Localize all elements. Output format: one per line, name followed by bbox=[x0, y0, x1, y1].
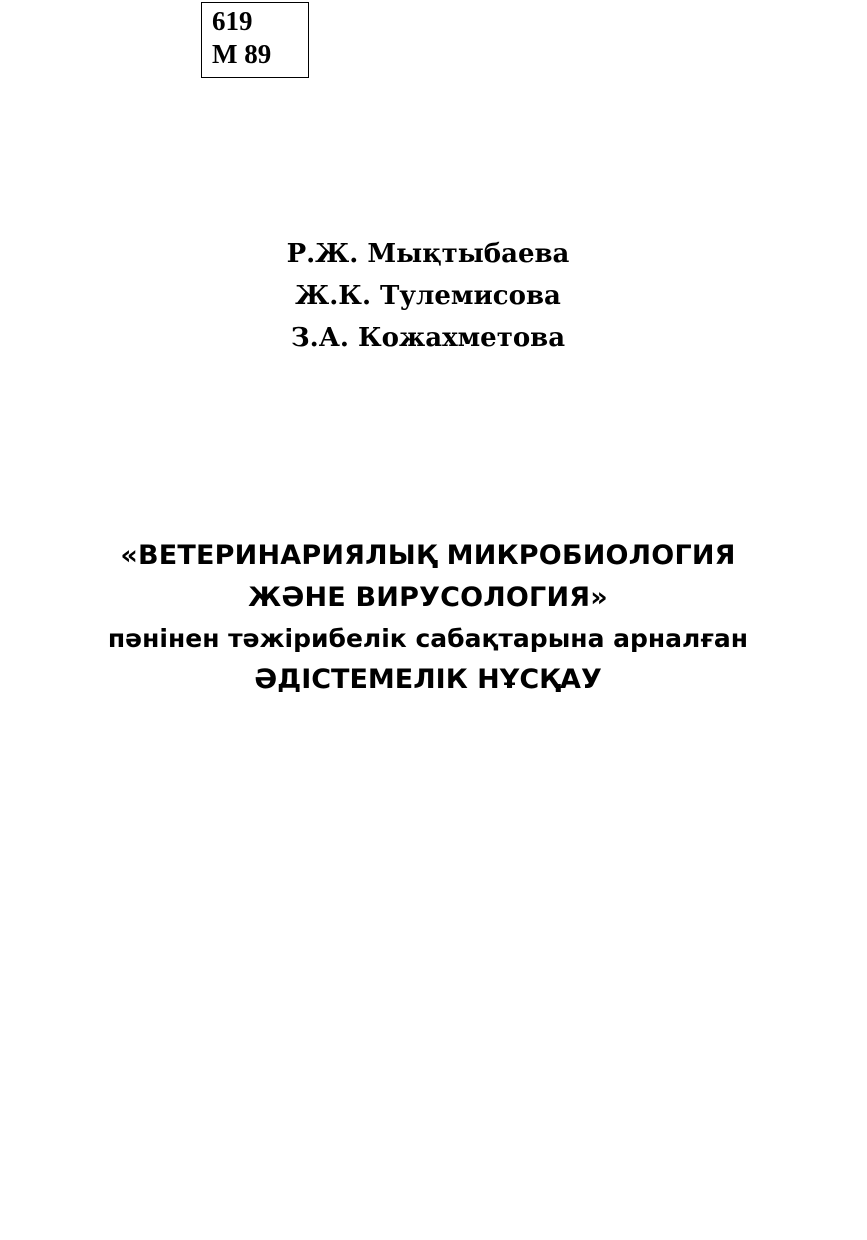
title-line: «ВЕТЕРИНАРИЯЛЫҚ МИКРОБИОЛОГИЯ bbox=[120, 540, 736, 571]
author-name: З.А. Кожахметова bbox=[290, 323, 566, 353]
title-line: ЖӘНЕ ВИРУСОЛОГИЯ» bbox=[248, 582, 608, 613]
document-title bbox=[0, 535, 856, 701]
author-name: Ж.К. Тулемисова bbox=[295, 281, 561, 311]
classification-index-box bbox=[201, 2, 309, 78]
author-mark: М 89 bbox=[212, 39, 272, 69]
document-type: ӘДІСТЕМЕЛІК НҰСҚАУ bbox=[254, 664, 602, 695]
subtitle-line: пәнінен тәжірибелік сабақтарына арналған bbox=[107, 624, 749, 653]
author-name: Р.Ж. Мықтыбаева bbox=[286, 239, 570, 269]
authors-block bbox=[0, 233, 856, 359]
classification-code: 619 bbox=[212, 6, 253, 36]
